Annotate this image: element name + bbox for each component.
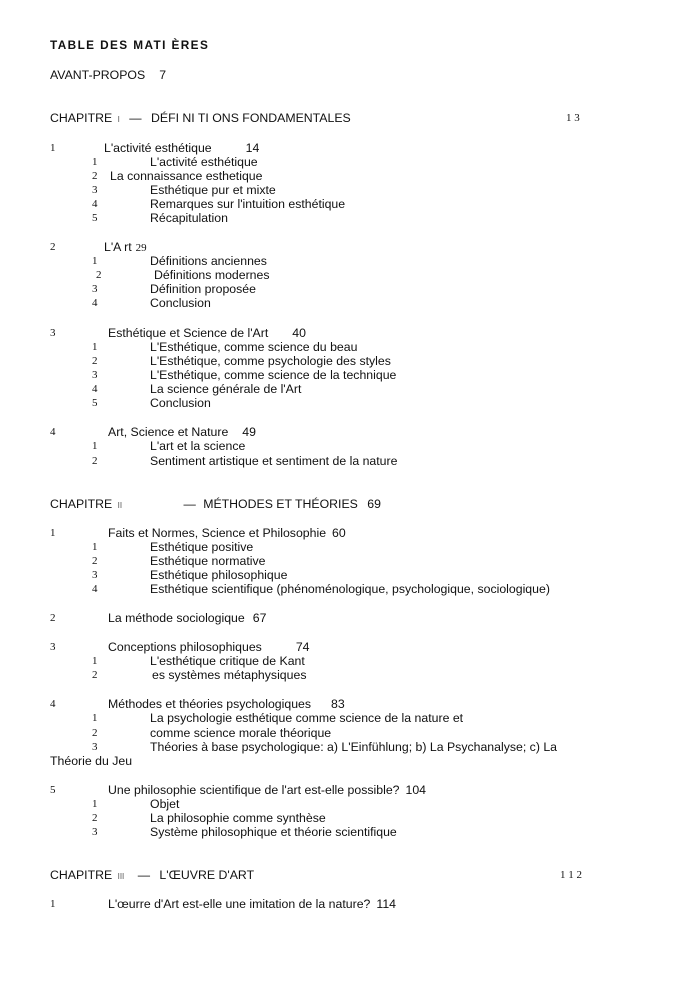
chapter-heading: CHAPITRE III — L'ŒUVRE D'ART <box>50 868 255 882</box>
section-heading: Art, Science et Nature 49 <box>108 425 256 439</box>
item-number: 2 <box>92 355 98 367</box>
item-number: 3 <box>92 283 98 295</box>
chapter-page: 1 3 <box>566 112 580 124</box>
item-number: 1 <box>92 712 98 724</box>
item-text: L'art et la science <box>150 439 246 453</box>
page-title: TABLE DES MATI ÈRES <box>50 38 210 52</box>
item-text: Esthétique philosophique <box>150 568 288 582</box>
item-number: 5 <box>92 397 98 409</box>
item-number: 3 <box>92 369 98 381</box>
section-heading: Conceptions philosophiques 74 <box>108 640 310 654</box>
item-text: La science générale de l'Art <box>150 382 302 396</box>
avant-propos-page: 7 <box>159 68 167 82</box>
item-number: 1 <box>92 541 98 553</box>
item-text: Sentiment artistique et sentiment de la nature <box>150 454 398 468</box>
item-number: 4 <box>92 297 98 309</box>
item-text: Récapitulation <box>150 211 228 225</box>
chapter-heading: CHAPITRE I — DÉFI NI TI ONS FONDAMENTALES <box>50 111 351 125</box>
chapter-roman: II <box>117 501 123 510</box>
item-number: 1 <box>92 655 98 667</box>
item-text: comme science morale théorique <box>150 726 332 740</box>
item-number: 1 <box>92 341 98 353</box>
section-heading: La méthode sociologique 67 <box>108 611 267 625</box>
item-text: Définitions anciennes <box>150 254 267 268</box>
section-heading: Une philosophie scientifique de l'art est-elle possible? 104 <box>108 783 427 797</box>
item-text: Système philosophique et théorie scientifique <box>150 825 397 839</box>
section-number: 3 <box>50 327 56 339</box>
item-text: La connaissance esthetique <box>110 169 263 183</box>
item-number: 5 <box>92 212 98 224</box>
item-text: Remarques sur l'intuition esthétique <box>150 197 346 211</box>
item-number: 4 <box>92 198 98 210</box>
item-number: 4 <box>92 583 98 595</box>
item-number: 4 <box>92 383 98 395</box>
avant-propos-label: AVANT-PROPOS <box>50 68 146 82</box>
item-number: 2 <box>92 812 98 824</box>
section-number: 3 <box>50 641 56 653</box>
section-heading: L'activité esthétique 14 <box>104 141 260 155</box>
item-text: L'activité esthétique <box>150 155 258 169</box>
chapter-title: MÉTHODES ET THÉORIES <box>203 497 358 511</box>
item-text: Conclusion <box>150 396 211 410</box>
item-number: 2 <box>96 269 102 281</box>
item-number: 2 <box>92 669 98 681</box>
item-continuation: Théorie du Jeu <box>50 754 133 768</box>
chapter-title: L'ŒUVRE D'ART <box>159 868 255 882</box>
section-number: 2 <box>50 612 56 624</box>
item-text: Esthétique positive <box>150 540 254 554</box>
item-text: Théories à base psychologique: a) L'Einfühlung; b) La Psychanalyse; c) La <box>150 740 558 754</box>
item-text: Conclusion <box>150 296 211 310</box>
avant-propos <box>50 68 166 82</box>
item-text: Objet <box>150 797 180 811</box>
section-number: 2 <box>50 241 56 253</box>
chapter-roman: I <box>117 115 120 124</box>
item-text: Esthétique scientifique (phénoménologique, psychologique, sociologique) <box>150 582 550 596</box>
section-number: 1 <box>50 142 56 154</box>
section-heading: Faits et Normes, Science et Philosophie 60 <box>108 526 346 540</box>
item-text: es systèmes métaphysiques <box>152 668 307 682</box>
chapter-page: 1 1 2 <box>560 869 582 881</box>
item-text: L'esthétique critique de Kant <box>150 654 305 668</box>
item-text: Esthétique normative <box>150 554 266 568</box>
item-text: L'Esthétique, comme science de la technique <box>150 368 397 382</box>
section-number: 4 <box>50 426 56 438</box>
item-number: 2 <box>92 170 98 182</box>
item-number: 1 <box>92 255 98 267</box>
item-number: 2 <box>92 455 98 467</box>
item-number: 2 <box>92 555 98 567</box>
section-number: 1 <box>50 898 56 910</box>
item-number: 1 <box>92 798 98 810</box>
section-number: 5 <box>50 784 56 796</box>
item-text: La philosophie comme synthèse <box>150 811 326 825</box>
chapter-page: 69 <box>367 497 381 511</box>
section-heading: Esthétique et Science de l'Art 40 <box>108 326 306 340</box>
section-heading: Méthodes et théories psychologiques 83 <box>108 697 345 711</box>
item-number: 2 <box>92 727 98 739</box>
chapter-heading: CHAPITRE II — MÉTHODES ET THÉORIES 69 <box>50 497 381 511</box>
item-text: Définitions modernes <box>154 268 270 282</box>
item-text: L'Esthétique, comme science du beau <box>150 340 358 354</box>
section-number: 1 <box>50 527 56 539</box>
item-number: 3 <box>92 569 98 581</box>
item-text: Définition proposée <box>150 282 256 296</box>
item-number: 1 <box>92 440 98 452</box>
section-heading: L'œurre d'Art est-elle une imitation de la nature? 114 <box>108 897 396 911</box>
item-number: 1 <box>92 156 98 168</box>
chapter-title: DÉFI NI TI ONS FONDAMENTALES <box>150 111 351 125</box>
item-number: 3 <box>92 184 98 196</box>
item-text: La psychologie esthétique comme science de la nature et <box>150 711 464 725</box>
item-text: L'Esthétique, comme psychologie des styles <box>150 354 391 368</box>
item-number: 3 <box>92 826 98 838</box>
chapter-roman: III <box>117 872 125 881</box>
section-number: 4 <box>50 698 56 710</box>
item-number: 3 <box>92 741 98 753</box>
item-text: Esthétique pur et mixte <box>150 183 276 197</box>
section-heading: L'A rt 29 <box>104 240 147 254</box>
